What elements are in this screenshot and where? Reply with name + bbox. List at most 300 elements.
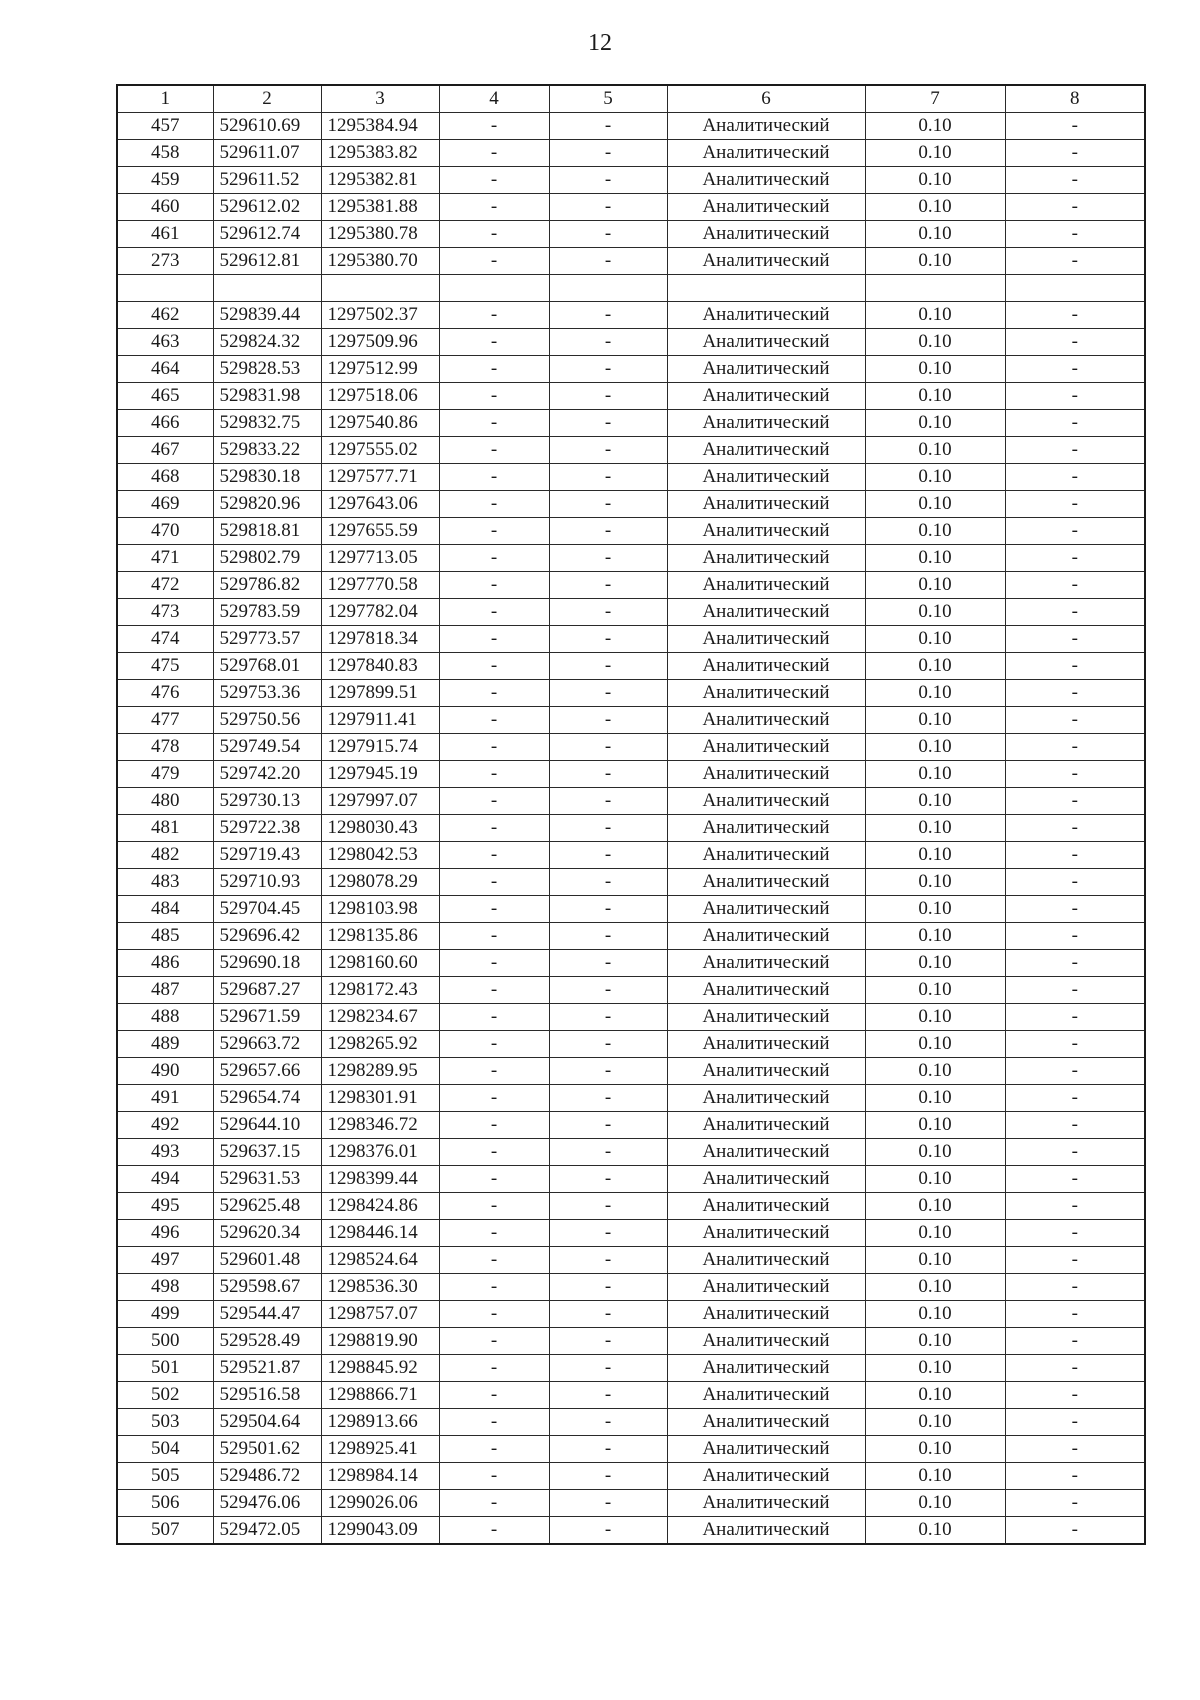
table-cell: - — [1005, 1382, 1145, 1409]
table-cell: - — [439, 1274, 549, 1301]
table-row — [117, 1058, 1145, 1085]
table-cell: 1297770.58 — [321, 572, 439, 599]
table-cell: - — [439, 950, 549, 977]
table-cell: - — [1005, 815, 1145, 842]
table-cell: - — [549, 518, 667, 545]
table-cell: - — [1005, 1058, 1145, 1085]
table-cell: - — [1005, 356, 1145, 383]
table-cell: 1298078.29 — [321, 869, 439, 896]
table-cell — [213, 275, 321, 302]
table-row — [117, 491, 1145, 518]
table-row — [117, 680, 1145, 707]
table-cell: Аналитический — [667, 491, 865, 518]
table-cell: Аналитический — [667, 923, 865, 950]
table-cell: 1297911.41 — [321, 707, 439, 734]
table-cell: - — [549, 896, 667, 923]
table-cell: 529516.58 — [213, 1382, 321, 1409]
table-cell: 0.10 — [865, 734, 1005, 761]
table-cell: - — [439, 194, 549, 221]
table-cell: 475 — [117, 653, 213, 680]
table-cell: - — [1005, 140, 1145, 167]
table-cell: 1297540.86 — [321, 410, 439, 437]
table-cell: - — [1005, 1112, 1145, 1139]
table-cell: 0.10 — [865, 1382, 1005, 1409]
table-cell: 1297899.51 — [321, 680, 439, 707]
table-row — [117, 356, 1145, 383]
table-cell: Аналитический — [667, 248, 865, 275]
table-cell: 529610.69 — [213, 113, 321, 140]
table-row — [117, 275, 1145, 302]
table-cell: - — [439, 1301, 549, 1328]
column-header: 7 — [865, 85, 1005, 113]
table-cell: Аналитический — [667, 113, 865, 140]
table-cell: 1295384.94 — [321, 113, 439, 140]
table-cell: 0.10 — [865, 680, 1005, 707]
table-cell: - — [549, 653, 667, 680]
table-cell: 1298265.92 — [321, 1031, 439, 1058]
table-cell: - — [1005, 113, 1145, 140]
table-row — [117, 1220, 1145, 1247]
table-cell: - — [1005, 410, 1145, 437]
table-cell: - — [1005, 1328, 1145, 1355]
table-cell: 0.10 — [865, 1112, 1005, 1139]
table-cell: 1298446.14 — [321, 1220, 439, 1247]
table-cell: - — [549, 140, 667, 167]
table-cell: 1298234.67 — [321, 1004, 439, 1031]
table-cell: 478 — [117, 734, 213, 761]
table-cell: 529690.18 — [213, 950, 321, 977]
table-cell: 491 — [117, 1085, 213, 1112]
table-cell: - — [549, 1463, 667, 1490]
table-cell: 1298819.90 — [321, 1328, 439, 1355]
table-cell: 529654.74 — [213, 1085, 321, 1112]
table-cell: 487 — [117, 977, 213, 1004]
table-cell: 1298042.53 — [321, 842, 439, 869]
table-cell: 0.10 — [865, 1085, 1005, 1112]
table-cell: Аналитический — [667, 464, 865, 491]
table-cell: Аналитический — [667, 329, 865, 356]
table-cell: 529753.36 — [213, 680, 321, 707]
table-cell: - — [1005, 1463, 1145, 1490]
table-cell: - — [439, 1031, 549, 1058]
table-row — [117, 1436, 1145, 1463]
table-cell: Аналитический — [667, 1490, 865, 1517]
table-cell: - — [439, 896, 549, 923]
table-cell: - — [549, 1301, 667, 1328]
table-cell: 1297915.74 — [321, 734, 439, 761]
table-cell: - — [1005, 977, 1145, 1004]
table-cell: 0.10 — [865, 410, 1005, 437]
table-cell: - — [1005, 464, 1145, 491]
table-cell: 529612.02 — [213, 194, 321, 221]
table-row — [117, 788, 1145, 815]
table-cell: - — [1005, 923, 1145, 950]
table-cell: 529612.74 — [213, 221, 321, 248]
table-cell: 1299026.06 — [321, 1490, 439, 1517]
table-cell: 0.10 — [865, 707, 1005, 734]
table-cell: 529783.59 — [213, 599, 321, 626]
table-cell: Аналитический — [667, 680, 865, 707]
table-row — [117, 1166, 1145, 1193]
table-cell: 0.10 — [865, 1193, 1005, 1220]
table-row — [117, 248, 1145, 275]
column-header: 2 — [213, 85, 321, 113]
table-cell: 0.10 — [865, 869, 1005, 896]
table-cell: Аналитический — [667, 896, 865, 923]
table-cell: - — [549, 1058, 667, 1085]
table-cell: 529704.45 — [213, 896, 321, 923]
table-row — [117, 167, 1145, 194]
table-cell: - — [1005, 653, 1145, 680]
table-cell: - — [549, 680, 667, 707]
table-row — [117, 545, 1145, 572]
table-cell: 0.10 — [865, 383, 1005, 410]
table-cell: - — [549, 437, 667, 464]
table-cell: 0.10 — [865, 1436, 1005, 1463]
table-cell: 503 — [117, 1409, 213, 1436]
page-number: 12 — [588, 30, 612, 56]
table-cell: - — [439, 1355, 549, 1382]
table-cell: - — [549, 248, 667, 275]
table-cell: 529742.20 — [213, 761, 321, 788]
table-cell: Аналитический — [667, 572, 865, 599]
table-cell: Аналитический — [667, 302, 865, 329]
table-cell: 1295382.81 — [321, 167, 439, 194]
table-cell: 477 — [117, 707, 213, 734]
table-cell: - — [549, 356, 667, 383]
table-cell: - — [549, 869, 667, 896]
table-cell: 1298346.72 — [321, 1112, 439, 1139]
table-cell: 486 — [117, 950, 213, 977]
table-cell: - — [1005, 1274, 1145, 1301]
table-cell: 0.10 — [865, 356, 1005, 383]
table-cell: Аналитический — [667, 410, 865, 437]
table-cell: 463 — [117, 329, 213, 356]
table-cell: - — [439, 1004, 549, 1031]
table-cell: - — [549, 221, 667, 248]
table-cell: 1298424.86 — [321, 1193, 439, 1220]
table-cell: 0.10 — [865, 194, 1005, 221]
table-cell: - — [439, 1436, 549, 1463]
coordinates-table — [116, 84, 1146, 1545]
table-cell: - — [549, 1436, 667, 1463]
table-cell: Аналитический — [667, 194, 865, 221]
column-header: 8 — [1005, 85, 1145, 113]
table-cell: - — [439, 653, 549, 680]
table-cell: - — [549, 815, 667, 842]
table-cell: 1295383.82 — [321, 140, 439, 167]
table-cell: 0.10 — [865, 167, 1005, 194]
table-cell: 481 — [117, 815, 213, 842]
table-cell: 500 — [117, 1328, 213, 1355]
table-cell: Аналитический — [667, 599, 865, 626]
table-cell: 484 — [117, 896, 213, 923]
table-cell: Аналитический — [667, 815, 865, 842]
table-cell: 1297782.04 — [321, 599, 439, 626]
table-cell: - — [439, 329, 549, 356]
table-cell: 529528.49 — [213, 1328, 321, 1355]
table-cell: - — [549, 1355, 667, 1382]
table-cell: - — [549, 977, 667, 1004]
table-cell: 471 — [117, 545, 213, 572]
table-cell: - — [1005, 329, 1145, 356]
table-cell: 529644.10 — [213, 1112, 321, 1139]
table-cell: 529663.72 — [213, 1031, 321, 1058]
table-row — [117, 1382, 1145, 1409]
table-cell: 0.10 — [865, 302, 1005, 329]
table-cell: 494 — [117, 1166, 213, 1193]
table-cell: 1298172.43 — [321, 977, 439, 1004]
table-cell: 0.10 — [865, 1247, 1005, 1274]
table-row — [117, 950, 1145, 977]
table-cell: 1297945.19 — [321, 761, 439, 788]
table-cell: - — [439, 842, 549, 869]
table-cell: - — [1005, 545, 1145, 572]
table-cell: 0.10 — [865, 1355, 1005, 1382]
table-cell: 1297555.02 — [321, 437, 439, 464]
table-row — [117, 626, 1145, 653]
table-cell: - — [1005, 572, 1145, 599]
table-row — [117, 1517, 1145, 1545]
table-cell: Аналитический — [667, 950, 865, 977]
table-cell: - — [1005, 950, 1145, 977]
table-cell: 529504.64 — [213, 1409, 321, 1436]
table-cell: 469 — [117, 491, 213, 518]
table-cell: 1298925.41 — [321, 1436, 439, 1463]
table-cell: 1297713.05 — [321, 545, 439, 572]
table-cell: 529657.66 — [213, 1058, 321, 1085]
table-cell: - — [549, 329, 667, 356]
table-cell: 459 — [117, 167, 213, 194]
table-cell: 507 — [117, 1517, 213, 1545]
table-cell: 0.10 — [865, 761, 1005, 788]
table-cell: - — [439, 1112, 549, 1139]
table-cell: - — [549, 167, 667, 194]
table-cell: 1297840.83 — [321, 653, 439, 680]
table-cell: 529824.32 — [213, 329, 321, 356]
table-cell — [549, 275, 667, 302]
table-cell: Аналитический — [667, 707, 865, 734]
table-row — [117, 572, 1145, 599]
table-cell: 0.10 — [865, 599, 1005, 626]
table-cell: - — [1005, 491, 1145, 518]
table-cell — [117, 275, 213, 302]
table-cell: - — [549, 842, 667, 869]
table-cell: - — [439, 788, 549, 815]
table-cell: 468 — [117, 464, 213, 491]
table-cell: Аналитический — [667, 1409, 865, 1436]
table-cell: 529802.79 — [213, 545, 321, 572]
table-cell: 0.10 — [865, 896, 1005, 923]
table-cell: 0.10 — [865, 1058, 1005, 1085]
table-cell: - — [1005, 248, 1145, 275]
table-cell: 529820.96 — [213, 491, 321, 518]
table-cell: - — [439, 626, 549, 653]
table-cell — [1005, 275, 1145, 302]
table-row — [117, 518, 1145, 545]
table-cell: - — [1005, 1247, 1145, 1274]
table-cell: - — [1005, 518, 1145, 545]
table-cell: 1297502.37 — [321, 302, 439, 329]
table-cell: 1299043.09 — [321, 1517, 439, 1545]
table-cell: 529773.57 — [213, 626, 321, 653]
table-cell: 1297818.34 — [321, 626, 439, 653]
table-cell: 529521.87 — [213, 1355, 321, 1382]
table-cell: - — [1005, 626, 1145, 653]
table-row — [117, 221, 1145, 248]
table-cell: Аналитический — [667, 1328, 865, 1355]
table-cell: - — [1005, 437, 1145, 464]
table-cell: 0.10 — [865, 518, 1005, 545]
table-cell: 529722.38 — [213, 815, 321, 842]
table-cell: 488 — [117, 1004, 213, 1031]
table-cell: - — [549, 1382, 667, 1409]
table-cell: 480 — [117, 788, 213, 815]
table-cell: Аналитический — [667, 518, 865, 545]
table-cell: 1297655.59 — [321, 518, 439, 545]
table-cell: - — [439, 1382, 549, 1409]
table-cell: 0.10 — [865, 815, 1005, 842]
table-cell: Аналитический — [667, 1463, 865, 1490]
table-cell: Аналитический — [667, 626, 865, 653]
table-cell: - — [439, 1139, 549, 1166]
table-cell: - — [549, 950, 667, 977]
table-cell: 529710.93 — [213, 869, 321, 896]
table-cell: - — [439, 761, 549, 788]
table-header-row — [117, 85, 1145, 113]
table-cell: 493 — [117, 1139, 213, 1166]
table-cell: - — [439, 1328, 549, 1355]
table-cell: 0.10 — [865, 329, 1005, 356]
table-cell: 0.10 — [865, 437, 1005, 464]
table-cell: - — [1005, 1166, 1145, 1193]
table-cell — [667, 275, 865, 302]
table-cell: 0.10 — [865, 626, 1005, 653]
table-cell: - — [439, 1166, 549, 1193]
table-cell: 1298536.30 — [321, 1274, 439, 1301]
table-row — [117, 842, 1145, 869]
table-row — [117, 140, 1145, 167]
table-cell: 467 — [117, 437, 213, 464]
table-cell: 498 — [117, 1274, 213, 1301]
table-cell: 0.10 — [865, 1166, 1005, 1193]
table-cell: - — [439, 707, 549, 734]
table-cell: - — [439, 1517, 549, 1545]
table-cell: 1298399.44 — [321, 1166, 439, 1193]
table-cell: - — [549, 923, 667, 950]
table-cell: 497 — [117, 1247, 213, 1274]
table-cell: - — [1005, 788, 1145, 815]
table-cell: - — [549, 194, 667, 221]
table-cell: - — [1005, 194, 1145, 221]
table-row — [117, 1328, 1145, 1355]
table-cell: 529601.48 — [213, 1247, 321, 1274]
table-cell: - — [1005, 167, 1145, 194]
table-cell: 529719.43 — [213, 842, 321, 869]
table-cell: 1297577.71 — [321, 464, 439, 491]
table-cell: Аналитический — [667, 1517, 865, 1545]
table-cell: Аналитический — [667, 977, 865, 1004]
table-cell: Аналитический — [667, 1193, 865, 1220]
table-cell: 470 — [117, 518, 213, 545]
table-row — [117, 599, 1145, 626]
table-cell: Аналитический — [667, 1166, 865, 1193]
table-cell: - — [439, 1193, 549, 1220]
table-cell: - — [549, 761, 667, 788]
table-cell: 1295381.88 — [321, 194, 439, 221]
table-cell: 1298913.66 — [321, 1409, 439, 1436]
table-cell: - — [1005, 680, 1145, 707]
table-cell: - — [549, 788, 667, 815]
table-cell: - — [439, 248, 549, 275]
table-cell: - — [439, 1085, 549, 1112]
table-cell: - — [1005, 1490, 1145, 1517]
table-cell: - — [1005, 1085, 1145, 1112]
table-cell: - — [1005, 1193, 1145, 1220]
table-cell: 529750.56 — [213, 707, 321, 734]
table-cell: - — [1005, 842, 1145, 869]
table-cell — [321, 275, 439, 302]
table-cell: - — [1005, 1220, 1145, 1247]
table-cell: - — [439, 167, 549, 194]
table-cell: - — [439, 437, 549, 464]
table-cell: - — [439, 464, 549, 491]
table-cell: 457 — [117, 113, 213, 140]
table-row — [117, 1490, 1145, 1517]
table-cell: 0.10 — [865, 977, 1005, 1004]
table-cell: 273 — [117, 248, 213, 275]
table-cell: Аналитический — [667, 221, 865, 248]
table-cell: 529768.01 — [213, 653, 321, 680]
table-cell: 1297997.07 — [321, 788, 439, 815]
table-cell: Аналитический — [667, 734, 865, 761]
column-header: 1 — [117, 85, 213, 113]
table-cell: 1295380.70 — [321, 248, 439, 275]
table-cell: - — [439, 869, 549, 896]
table-cell: Аналитический — [667, 842, 865, 869]
table-cell: 0.10 — [865, 788, 1005, 815]
table-row — [117, 1355, 1145, 1382]
table-cell: 466 — [117, 410, 213, 437]
table-row — [117, 410, 1145, 437]
table-cell: 505 — [117, 1463, 213, 1490]
table-body — [117, 113, 1145, 1545]
table-cell: 465 — [117, 383, 213, 410]
table-cell: 472 — [117, 572, 213, 599]
table-cell: Аналитический — [667, 356, 865, 383]
table-cell: 0.10 — [865, 1004, 1005, 1031]
table-cell: Аналитический — [667, 383, 865, 410]
table-cell: - — [439, 977, 549, 1004]
table-cell: - — [1005, 1517, 1145, 1545]
table-cell: 489 — [117, 1031, 213, 1058]
table-cell: - — [1005, 869, 1145, 896]
table-cell: - — [549, 383, 667, 410]
table-cell: - — [549, 1490, 667, 1517]
table-cell: 462 — [117, 302, 213, 329]
column-header: 5 — [549, 85, 667, 113]
table-cell: Аналитический — [667, 1436, 865, 1463]
table-cell: - — [439, 410, 549, 437]
table-cell: Аналитический — [667, 140, 865, 167]
table-row — [117, 1031, 1145, 1058]
table-cell: - — [549, 599, 667, 626]
table-cell: 0.10 — [865, 248, 1005, 275]
table-cell: 474 — [117, 626, 213, 653]
table-cell: 461 — [117, 221, 213, 248]
table-cell: 502 — [117, 1382, 213, 1409]
table-cell: - — [439, 1490, 549, 1517]
